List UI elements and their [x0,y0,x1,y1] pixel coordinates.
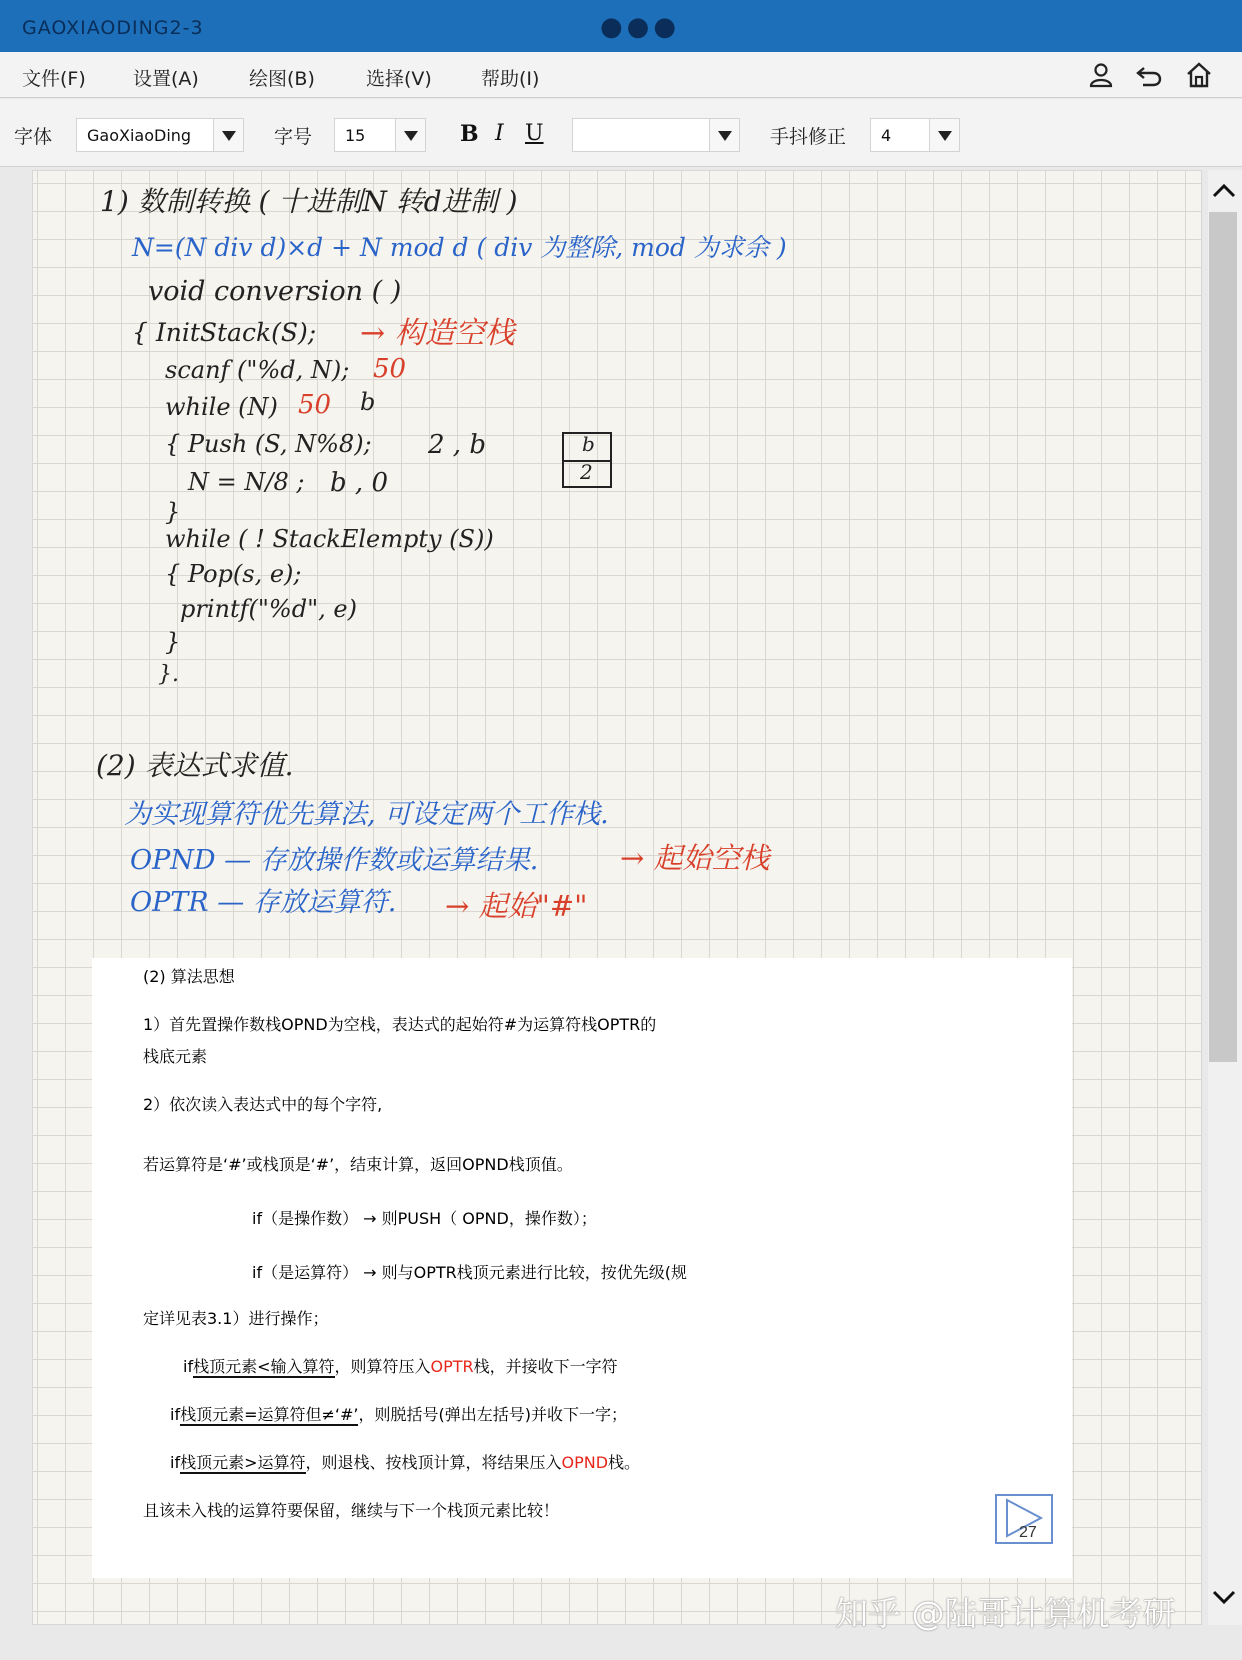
size-select-value: 15 [345,126,366,145]
menu-select[interactable]: 选择(V) [366,68,432,90]
slide-title: (2) 算法思想 [143,967,235,986]
slide-rule-less: if栈顶元素<输入算符，则算符压入OPTR栈，并接收下一字符 [183,1357,618,1376]
slide-line: 2）依次读入表达式中的每个字符, [143,1095,383,1114]
slide-line: 定详见表3.1）进行操作； [143,1309,329,1328]
font-label: 字体 [14,126,53,148]
font-select-value: GaoXiaoDing [87,126,192,145]
code-line: { Pop(s, e); [165,560,302,588]
chevron-down-icon[interactable] [213,119,243,151]
code-line: { Push (S, N%8); [165,430,372,458]
jitter-select-value: 4 [881,126,892,145]
note-blue-line: OPND — 存放操作数或运算结果. [130,845,539,876]
color-select[interactable] [572,118,740,152]
slide-line: 若运算符是‘#’或栈顶是‘#’，结束计算，返回OPND栈顶值。 [143,1155,573,1174]
note-annotation-red: → 起始"#" [445,889,588,923]
menu-settings[interactable]: 设置(A) [133,68,199,90]
menu-bar [0,52,1242,98]
scroll-down-icon[interactable] [1209,1582,1239,1612]
chevron-down-icon[interactable] [395,119,425,151]
window-menu-dots[interactable]: ●●● [600,12,681,42]
note-blue-line: OPTR — 存放运算符. [130,887,397,918]
title-bar [0,0,1242,52]
format-toolbar [0,99,1242,167]
note-annotation: 2 , b [428,430,486,460]
font-select[interactable] [76,118,244,152]
scroll-up-icon[interactable] [1209,176,1239,206]
scrollbar-thumb[interactable] [1209,212,1237,1062]
slide-rule-greater: if栈顶元素>运算符，则退栈、按栈顶计算，将结果压入OPND栈。 [170,1453,641,1472]
note-annotation: b , 0 [330,468,388,498]
code-line: { InitStack(S); [132,318,317,347]
menu-help[interactable]: 帮助(I) [481,68,540,90]
undo-icon[interactable] [1135,61,1163,89]
menu-file[interactable]: 文件(F) [22,68,86,90]
note-blue-line: 为实现算符优先算法, 可设定两个工作栈. [124,799,609,830]
italic-button[interactable]: I [495,121,504,146]
note-formula: N=(N div d)×d + N mod d ( div 为整除, mod 为求余 ) [132,233,787,262]
code-line: while (N) [165,393,278,421]
code-line: }. [158,662,179,687]
code-line: } [165,498,181,526]
code-line: N = N/8 ; [188,468,305,496]
slide-line: 1）首先置操作数栈OPND为空栈，表达式的起始符#为运算符栈OPTR的 [143,1015,657,1034]
bold-button[interactable]: B [460,121,479,147]
note-annotation-red: → 构造空栈 [360,316,515,351]
code-line: } [165,628,181,656]
note-annotation: b [360,388,376,416]
slide-line: if（是运算符） → 则与OPTR栈顶元素进行比较，按优先级(规 [252,1263,688,1282]
stack-top-value: b [582,432,595,456]
slide-play-button[interactable] [995,1494,1053,1544]
stack-sketch [562,432,612,488]
slide-line: if（是操作数） → 则PUSH（ OPND，操作数）； [252,1209,597,1228]
note-annotation-red: 50 [373,354,407,384]
code-line: void conversion ( ) [148,276,402,307]
slide-line: 栈底元素 [143,1047,208,1066]
slide-page-number: 27 [1019,1524,1037,1541]
note-annotation-red: 50 [298,390,332,420]
jitter-label: 手抖修正 [770,126,847,148]
code-line: while ( ! StackElempty (S)) [165,525,494,553]
jitter-select[interactable] [870,118,960,152]
note-heading-2: (2) 表达式求值. [96,749,294,782]
menu-draw[interactable]: 绘图(B) [249,68,315,90]
code-line: scanf ("%d, N); [165,356,350,384]
size-label: 字号 [274,126,313,148]
home-icon[interactable] [1185,61,1213,89]
stack-bottom-value: 2 [580,460,593,484]
chevron-down-icon[interactable] [709,119,739,151]
size-select[interactable] [334,118,426,152]
watermark: 知乎 @陆哥计算机考研 [835,1594,1176,1633]
underline-button[interactable]: U [525,121,544,146]
note-heading-1: 1) 数制转换 ( 十进制N 转d进制 ) [100,185,518,218]
note-annotation-red: → 起始空栈 [620,841,770,875]
window-title: GAOXIAODING2-3 [22,17,204,39]
user-icon[interactable] [1087,61,1115,89]
chevron-down-icon[interactable] [929,119,959,151]
slide-rule-equal: if栈顶元素=运算符但≠‘#’，则脱括号(弹出左括号)并收下一字； [170,1405,627,1424]
code-line: printf("%d", e) [180,595,357,623]
slide-line-blue: 且该未入栈的运算符要保留，继续与下一个栈顶元素比较！ [143,1501,560,1520]
